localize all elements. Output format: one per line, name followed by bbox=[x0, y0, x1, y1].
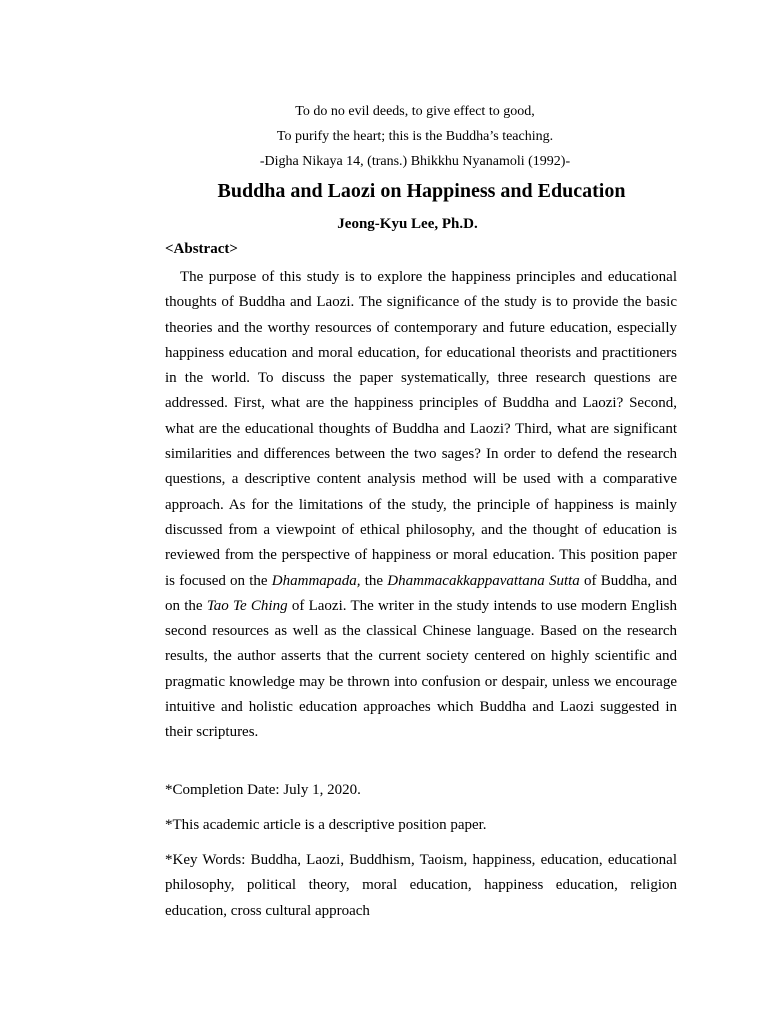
abstract-body bbox=[165, 265, 677, 746]
paper-author: Jeong-Kyu Lee, Ph.D. bbox=[337, 216, 478, 232]
abstract-text-part-1: The purpose of this study is to explore the happiness principles and educational thoughts of Buddha and Laozi. The significance of the study is to provide the basic theories and the worthy resources of contemporary and future education, especially happiness education and moral education, for educational theorists and practitioners in the world. To discuss the paper systematically, three research questions are addressed. First, what are the happiness principles of Buddha and Laozi? Second, what are the educational thoughts of Buddha and Laozi? Third, what are significant similarities and differences between the two sages? In order to defend the research questions, a descriptive content analysis method will be used with a comparative approach. As for the limitations of the study, the principle of happiness is mainly discussed from a viewpoint of ethical philosophy, and the thought of education is reviewed from the perspective of happiness or moral education. This position paper is focused on the bbox=[165, 269, 677, 589]
keywords-note: *Key Words: Buddha, Laozi, Buddhism, Taoism, happiness, education, educational philosophy, political theory, moral education, happiness education, religion education, cross cultural approach bbox=[165, 852, 677, 919]
abstract-text-part-3: of Buddha, and on the bbox=[165, 572, 677, 614]
abstract-italic-tao-te-ching: Tao Te Ching bbox=[206, 597, 288, 614]
abstract-text-part-4: of Laozi. The writer in the study intends to use modern English second resources as well as the classical Chinese language. Based on the research results, the author asserts that the current society centered on highly scientific and pragmatic knowledge may be thrown into confusion or despair, unless we encourage intuitive and holistic education approaches which Buddha and Laozi suggested in their scriptures. bbox=[165, 597, 677, 741]
epigraph-source: -Digha Nikaya 14, (trans.) Bhikkhu Nyanamoli (1992)- bbox=[259, 154, 571, 169]
completion-date-note: *Completion Date: July 1, 2020. bbox=[165, 782, 361, 798]
paper-type-note: *This academic article is a descriptive position paper. bbox=[165, 817, 487, 833]
paper-title: Buddha and Laozi on Happiness and Education bbox=[217, 180, 626, 202]
abstract-text-part-2: the bbox=[360, 572, 388, 589]
abstract-heading: <Abstract> bbox=[165, 241, 238, 257]
abstract-italic-dhammapada: Dhammapada, bbox=[271, 572, 361, 589]
abstract-italic-sutta: Dhammacakkappavattana Sutta bbox=[387, 572, 580, 589]
epigraph-line-2: To purify the heart; this is the Buddha’s teaching. bbox=[276, 129, 554, 144]
epigraph-line-1: To do no evil deeds, to give effect to good, bbox=[295, 104, 535, 119]
